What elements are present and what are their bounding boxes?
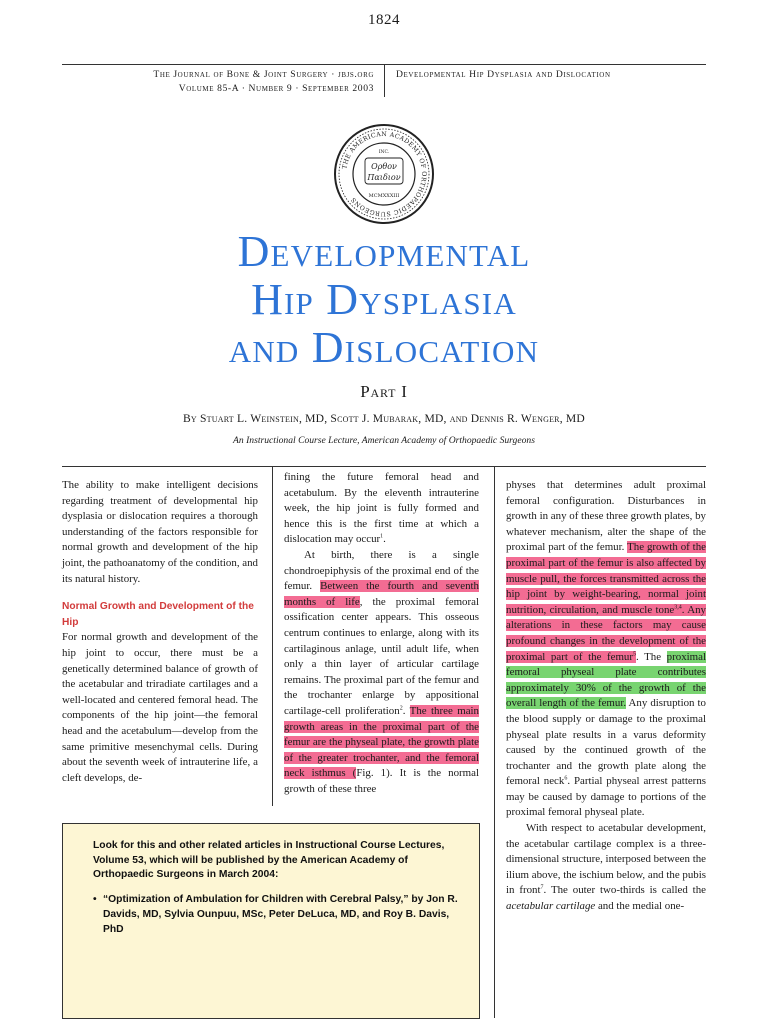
intro-paragraph: The ability to make intelligent decisions regarding treatment of developmental hip dysplasia or dislocation requires a thorough understanding of the factors responsible for normal growth and development of the hip joint, the pathoanatomy of the condition, and its natural history. (62, 479, 258, 585)
journal-header (62, 68, 374, 96)
column-2-paragraph-2: At birth, there is a single chondroepiphysis of the proximal end of the femur. Between the fourth and seventh months of life, the proximal femoral ossification center appears. This osseous centrum continues to enlarge, along with its cartilaginous anlage, until adult life, when only a thin layer of articular cartilage remains. The proximal part of the femur and the trochanter enlarge by appositional cartilage-cell proliferation$^2$. The three main growth areas in the proximal part of the femur are the physeal plate, the growth plate of the greater trochanter, and the femoral neck isthmus (Fig. 1). It is the normal growth of these three (284, 548, 480, 795)
journal-line: The Journal of Bone & Joint Surgery · jbjs.org (153, 69, 374, 80)
bullet-icon: • (93, 894, 97, 906)
seal-ring-text: THE AMERICAN ACADEMY OF ORTHOPAEDIC SURGEONS (341, 130, 428, 218)
callout-list-item (93, 893, 463, 937)
running-title: Developmental Hip Dysplasia and Dislocation (396, 69, 611, 80)
highlight-physeal-plate: proximal femoral physeal plate contributes approximately 30% of the growth of the overall length of the femur. (506, 650, 706, 710)
column-2-paragraph-1: fining the future femoral head and acetabulum. By the eleventh intrauterine week, the hip joint is fully formed and hence this is the first time at which a dislocation may occur$^1$. (284, 471, 479, 546)
body-top-rule (62, 466, 706, 467)
seal-inc: INC. (378, 150, 390, 155)
volume-line: Volume 85-A · Number 9 · September 2003 (178, 83, 374, 94)
seal-year: MCMXXXIII (368, 193, 400, 199)
highlight-ossification: Between the fourth and seventh months of life (284, 580, 480, 608)
related-articles-callout (62, 823, 480, 1019)
column-3-paragraph-2: With respect to acetabular development, the acetabular cartilage complex is a three-dimensional structure, interposed between the ilium above, the ischium below, and the pubis in front$^7$. The outer two-thirds is called the acetabular cartilage and the medial one- (506, 822, 706, 913)
column-rule-1 (272, 466, 273, 806)
column-2 (284, 470, 479, 797)
by-label: By (182, 412, 197, 425)
title-line-1: Developmental (237, 227, 531, 276)
seal-motto-2: Παιδιον (367, 173, 401, 182)
article-subtitle: An Instructional Course Lecture, American Academy of Orthopaedic Surgeons (233, 435, 535, 446)
column-3-paragraph-1: physes that determines adult proximal femoral configuration. Disturbances in growth in any of these three growth plates, by whatever mechanism, alter the shape of the proximal part of the femur. The growth of the proximal part of the femur is also affected by muscle pull, the forces transmitted across the hip joint by weight-bearing, normal joint nutrition, circulation, and muscle tone$^{3,4}$. Any alterations in these factors may cause profound changes in the development of the proximal part of the femur$^5$. The proximal femoral physeal plate contributes approximately 30% of the growth of the overall length of the femur. Any disruption to the blood supply or damage to the proximal physeal plate results in a varus deformity caused by the continued growth of the trochanter and the growth plate along the femoral neck$^6$. Partial physeal arrest patterns may be caused by damage to portions of the proximal femoral physeal plate. (506, 479, 706, 819)
aaos-seal-logo (333, 123, 435, 225)
page-number: 1824 (368, 12, 400, 28)
highlight-muscle-pull: The growth of the proximal part of the femur is also affected by muscle pull, the forces transmitted across the hip joint by weight-bearing, normal joint nutrition, circulation, and muscle tone$^{3,4}$. Any alterations in these factors may cause profound changes in the development of the proximal part of the femur$^5$ (506, 541, 706, 663)
title-line-3: and Dislocation (228, 323, 540, 372)
author-line (0, 412, 768, 425)
column-3 (506, 478, 706, 915)
growth-paragraph: For normal growth and development of the hip joint to occur, there must be a genetically determined balance of growth of the acetabular and triradiate cartilages and a well-located and centered femoral head. The components of the hip joint—the femoral head and the acetabulum—develop from the same primitive mesenchymal cells. During about the seventh week of intrauterine life, a cleft develops, de- (62, 631, 258, 784)
column-1 (62, 478, 258, 786)
section-heading: Normal Growth and Development of the Hip (62, 601, 254, 628)
column-rule-2 (494, 466, 495, 1018)
callout-intro: Look for this and other related articles in Instructional Course Lectures, Volume 53, which will be published by the American Academy of Orthopaedic Surgeons in March 2004: (93, 840, 445, 881)
header-divider (384, 65, 385, 97)
part-label: Part I (360, 382, 408, 401)
seal-motto-1: Ορθον (371, 162, 397, 171)
callout-article-reference: “Optimization of Ambulation for Children with Cerebral Palsy,” by Jon R. Davids, MD, Sylvia Ounpuu, MSc, Peter DeLuca, MD, and Roy B. Davis, PhD (103, 894, 458, 935)
highlight-growth-areas: The three main growth areas in the proximal part of the femur are the physeal plate, the growth plate of the greater trochanter, and the femoral neck isthmus ( (284, 704, 479, 780)
author-names: Stuart L. Weinstein, MD, Scott J. Mubarak, MD, and Dennis R. Wenger, MD (200, 412, 585, 425)
article-title (0, 228, 768, 372)
title-line-2: Hip Dysplasia (251, 275, 517, 324)
